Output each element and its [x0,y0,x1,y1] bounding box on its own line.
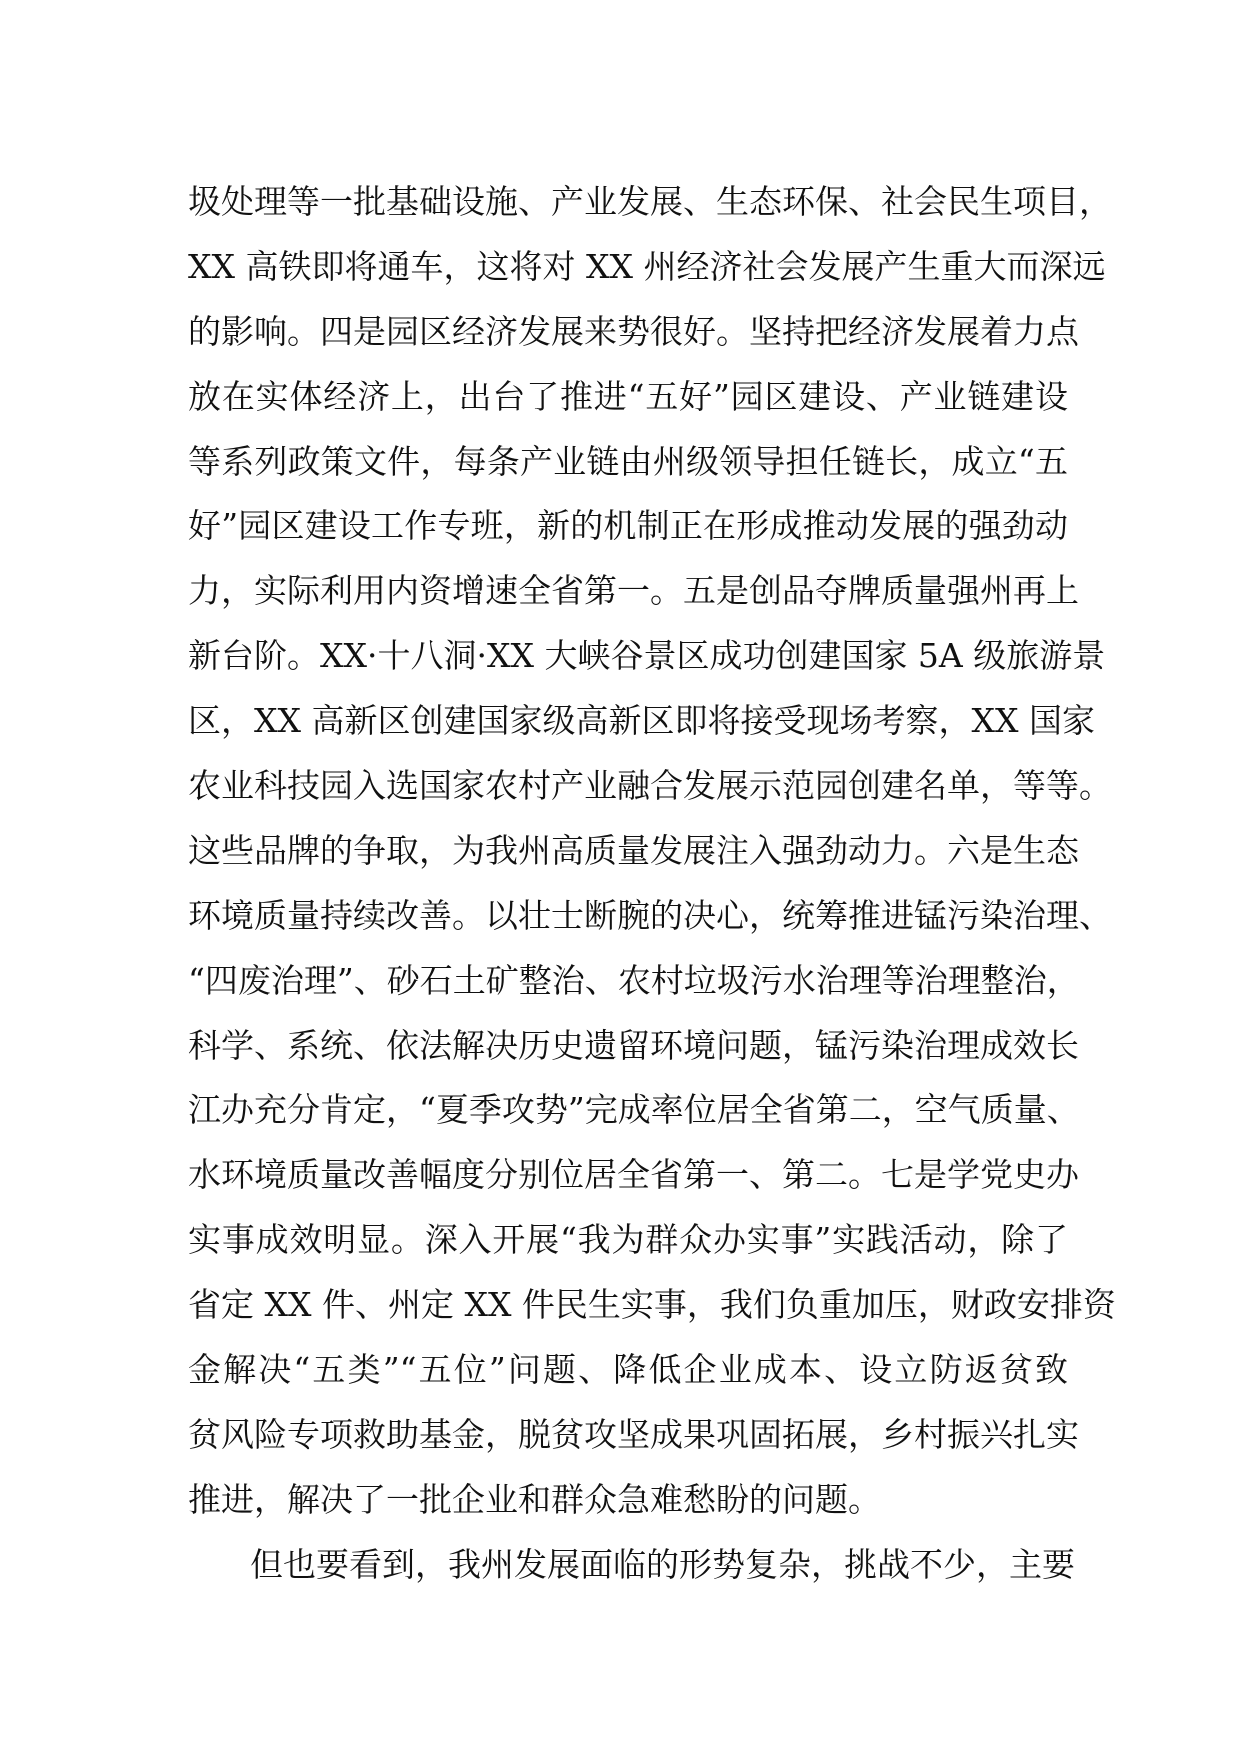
text-line: 实事成效明显。深入开展“我为群众办实事”实践活动，除了 [188,1220,1068,1260]
paragraph [188,170,1116,1533]
text-line: 科学、系统、依法解决历史遗留环境问题，锰污染治理成效长 [188,1025,1079,1065]
text-line: 等系列政策文件，每条产业链由州级领导担任链长，成立“五 [188,441,1068,481]
text-line: 区，XX 高新区创建国家级高新区即将接受现场考察，XX 国家 [188,701,1095,741]
text-line: 江办充分肯定，“夏季攻势”完成率位居全省第二，空气质量、 [188,1090,1080,1130]
text-line: 贫风险专项救助基金，脱贫攻坚成果巩固拓展，乡村振兴扎实 [188,1414,1079,1454]
text-line: 但也要看到，我州发展面临的形势复杂，挑战不少，主要 [250,1544,1075,1584]
text-line: 省定 XX 件、州定 XX 件民生实事，我们负重加压，财政安排资 [188,1285,1116,1325]
text-line: “四废治理”、砂石土矿整治、农村垃圾污水治理等治理整治， [188,960,1080,1000]
text-line: 力，实际利用内资增速全省第一。五是创品夺牌质量强州再上 [188,571,1079,611]
text-line: 农业科技园入选国家农村产业融合发展示范园创建名单，等等。 [188,766,1112,806]
text-line: 金解决“五类”“五位”问题、降低企业成本、设立防返贫致 [188,1350,1068,1390]
document-body [188,170,1116,1598]
text-line: 这些品牌的争取，为我州高质量发展注入强劲动力。六是生态 [188,830,1079,870]
text-line: 的影响。四是园区经济发展来势很好。坚持把经济发展着力点 [188,311,1079,351]
text-line: 放在实体经济上，出台了推进“五好”园区建设、产业链建设 [188,376,1068,416]
text-line: 圾处理等一批基础设施、产业发展、生态环保、社会民生项目， [188,182,1112,221]
text-line: 推进，解决了一批企业和群众急难愁盼的问题。 [188,1479,881,1519]
text-line: XX 高铁即将通车，这将对 XX 州经济社会发展产生重大而深远 [188,246,1106,286]
text-line: 水环境质量改善幅度分别位居全省第一、第二。七是学党史办 [188,1155,1079,1195]
text-line: 新台阶。XX·十八洞·XX 大峡谷景区成功创建国家 5A 级旅游景 [188,636,1106,676]
text-line: 好”园区建设工作专班，新的机制正在形成推动发展的强劲动 [188,506,1068,546]
paragraph [188,1533,1075,1598]
text-line: 环境质量持续改善。以壮士断腕的决心，统筹推进锰污染治理、 [188,895,1112,935]
